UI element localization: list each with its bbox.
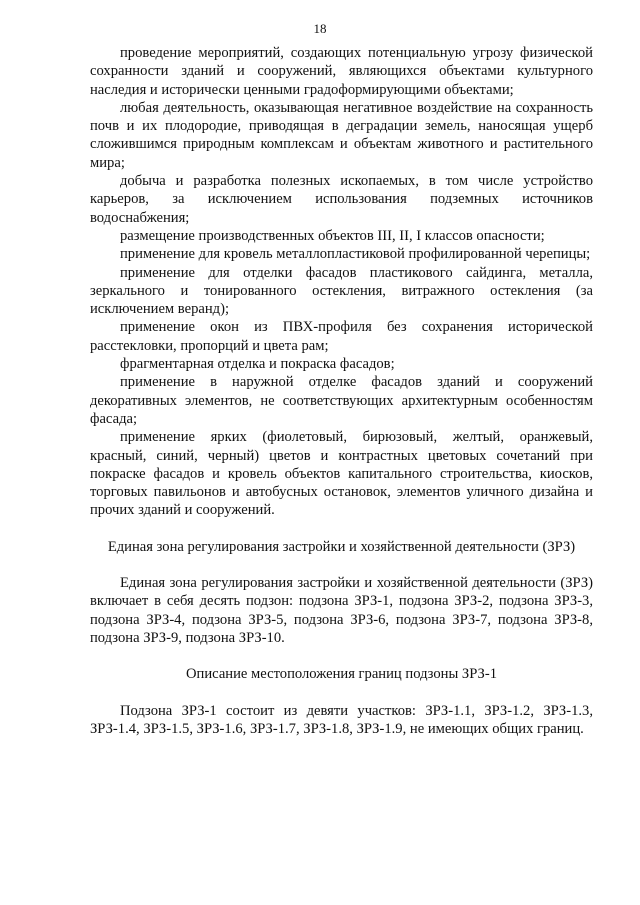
zone-heading: Единая зона регулирования застройки и хозяйственной деятельности (ЗРЗ) bbox=[107, 538, 576, 555]
subzone-heading: Описание местоположения границ подзоны ЗРЗ-1 bbox=[186, 666, 497, 683]
list-item: применение для отделки фасадов пластикового сайдинга, металла, зеркального и тонированного остекления, витражного остекления (за исключением веранд); bbox=[90, 264, 593, 318]
list-item: размещение производственных объектов III, II, I классов опасности; bbox=[120, 227, 545, 244]
page-number: 18 bbox=[313, 21, 327, 36]
list-item: применение окон из ПВХ-профиля без сохранения исторической расстекловки, пропорций и цвета рам; bbox=[90, 319, 593, 354]
zone-paragraph: Единая зона регулирования застройки и хозяйственной деятельности (ЗРЗ) включает в себя десять подзон: подзона ЗРЗ-1, подзона ЗРЗ-2, подзона ЗРЗ-3, подзона ЗРЗ-4, подзона ЗРЗ-5, подзона ЗРЗ-6, подзона ЗРЗ-7, подзона ЗРЗ-8, подзона ЗРЗ-9, подзона ЗРЗ-10. bbox=[90, 575, 593, 646]
list-item: добыча и разработка полезных ископаемых, в том числе устройство карьеров, за исключением использования подземных источников водоснабжения; bbox=[90, 173, 593, 226]
document-body bbox=[90, 44, 593, 738]
subzone-paragraph: Подзона ЗРЗ-1 состоит из девяти участков: ЗРЗ-1.1, ЗРЗ-1.2, ЗРЗ-1.3, ЗРЗ-1.4, ЗРЗ-1.5, ЗРЗ-1.6, ЗРЗ-1.7, ЗРЗ-1.8, ЗРЗ-1.9, не имеющих общих границ. bbox=[90, 702, 593, 737]
list-item: применение ярких (фиолетовый, бирюзовый, желтый, оранжевый, красный, синий, черный) цветов и контрастных цветовых сочетаний при покраске фасадов и кровель объектов капитального строительства, киосков, торговых павильонов и автобусных остановок, элементов уличного дизайна и прочих зданий и сооружений. bbox=[90, 429, 593, 519]
list-item: применение для кровель металлопластиковой профилированной черепицы; bbox=[120, 246, 591, 263]
list-item: проведение мероприятий, создающих потенциальную угрозу физической сохранности зданий и сооружений, являющихся объектами культурного наследия и исторически ценными градоформирующими объектами; bbox=[90, 45, 593, 98]
list-item: фрагментарная отделка и покраска фасадов; bbox=[120, 356, 395, 373]
list-item: применение в наружной отделке фасадов зданий и сооружений декоративных элементов, не соответствующих архитектурным особенностям фасада; bbox=[90, 374, 593, 427]
list-item: любая деятельность, оказывающая негативное воздействие на сохранность почв и их плодородие, приводящая в деградации земель, наносящая ущерб сложившимся природным комплексам и объектам животного и растительного мира; bbox=[90, 99, 593, 171]
